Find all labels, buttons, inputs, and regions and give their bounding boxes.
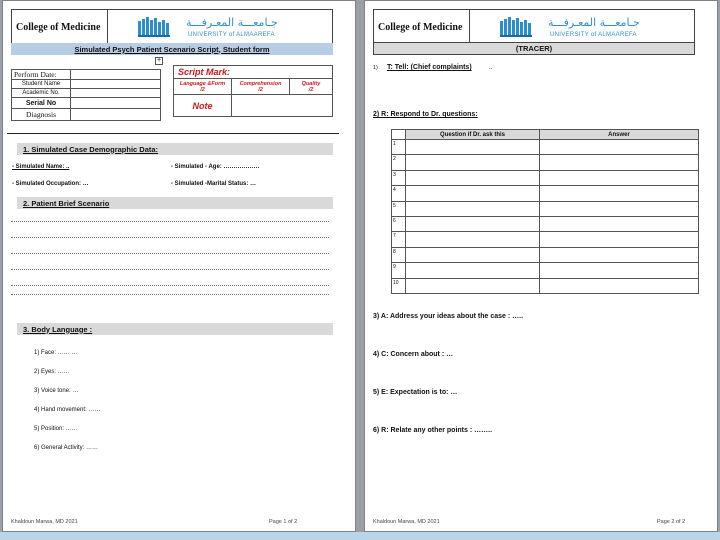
move-handle-icon[interactable]: + [156,57,162,64]
footer-author: Khaldoun Marwa, MD 2021 [373,519,440,525]
col-header-question: Question if Dr. ask this [406,130,540,140]
simulated-age: - Simulated - Age: ……………… [171,164,260,170]
table-row [392,170,699,185]
body-item-voice-tone: 3) Voice tone: … [34,388,79,394]
expectation: 5) E: Expectation is to: … [373,389,458,396]
concern-about: 4) C: Concern about : … [373,351,454,358]
answer-cell[interactable] [540,232,699,247]
scenario-line[interactable] [11,253,329,254]
row-number: 10 [392,278,406,293]
academic-no-field[interactable] [71,89,161,98]
scenario-line[interactable] [11,294,329,295]
row-number: 8 [392,247,406,262]
diagnosis-label: Diagnosis [12,109,71,121]
row-number: 1 [392,140,406,155]
script-mark-table [173,65,333,117]
body-item-face: 1) Face: …… … [34,350,78,356]
logo-english-text: UNIVERSITY of ALMAAREFA [550,32,637,38]
question-cell[interactable] [406,201,540,216]
body-item-hand-movement: 4) Hand movement: …… [34,407,101,413]
question-cell[interactable] [406,247,540,262]
note-field[interactable] [232,95,333,117]
serial-no-field[interactable] [71,98,161,109]
row-number: 4 [392,186,406,201]
logo-english-text: UNIVERSITY of ALMAAREFA [188,32,275,38]
answer-cell[interactable] [540,247,699,262]
question-cell[interactable] [406,186,540,201]
respond-dr-questions: 2) R: Respond to Dr. questions: [373,111,478,118]
table-row [392,232,699,247]
language-form-cell [174,79,232,95]
page-1 [2,0,356,532]
table-row [392,201,699,216]
footer-page-number: Page 1 of 2 [269,519,298,525]
answer-cell[interactable] [540,155,699,170]
body-item-position: 5) Position: …… [34,426,78,432]
quality-score[interactable]: /2 [308,86,314,93]
body-item-eyes: 2) Eyes: …… [34,369,70,375]
scenario-line[interactable] [11,269,329,270]
scenario-line[interactable] [11,237,329,238]
scenario-line[interactable] [11,221,329,222]
row-number: 7 [392,232,406,247]
corner-cell [392,130,406,140]
answer-cell[interactable] [540,140,699,155]
tell-chief-complaints-dots: .. [489,65,493,71]
relate-other-points: 6) R: Relate any other points : …….. [373,427,493,434]
books-logo-icon [500,17,538,37]
answer-cell[interactable] [540,170,699,185]
page-header [11,9,333,45]
simulated-name: - Simulated Name: .. [12,164,70,170]
question-cell[interactable] [406,263,540,278]
logo-arabic-text: جـامعـــة المعـرفـــة [548,16,640,29]
table-row [392,140,699,155]
page-header [373,9,695,45]
row-number: 3 [392,170,406,185]
scenario-line[interactable] [11,285,329,286]
answer-cell[interactable] [540,278,699,293]
student-name-field[interactable] [71,80,161,89]
perform-date-field[interactable] [71,70,161,80]
table-row [392,216,699,231]
simulated-marital-status: - Simulated -Marital Status: … [171,181,257,187]
form-title: Simulated Psych Patient Scenario Script, Student form [11,43,333,55]
script-mark-title: Script Mark: [174,66,333,79]
serial-no-label: Serial No [12,98,71,109]
student-info-table [11,69,161,121]
logo-arabic-text: جـامعـــة المعـرفـــة [186,16,278,29]
questions-table [391,129,699,294]
question-cell[interactable] [406,170,540,185]
section-body-language-heading: 3. Body Language : [17,323,333,335]
answer-cell[interactable] [540,216,699,231]
college-name: College of Medicine [12,10,108,44]
books-logo-icon [138,17,176,37]
bottom-bar [0,532,720,540]
question-cell[interactable] [406,155,540,170]
language-form-label: Language &Form [179,80,226,87]
table-row [392,278,699,293]
comprehension-cell [232,79,290,95]
tracer-title: (TRACER) [373,42,695,55]
note-label: Note [174,95,232,117]
body-item-general-activity: 6) General Activity: …… [34,445,99,451]
table-row [392,155,699,170]
simulated-occupation: - Simulated Occupation: … [12,181,89,187]
address-ideas: 3) A: Address your ideas about the case : ….. [373,313,524,320]
table-row [392,247,699,262]
page-2 [364,0,718,532]
college-name: College of Medicine [374,10,470,44]
question-cell[interactable] [406,278,540,293]
answer-cell[interactable] [540,263,699,278]
tell-chief-complaints: T: Tell: (Chief complaints) [387,64,472,71]
comprehension-label: Comprehension [239,80,282,87]
table-row [392,263,699,278]
quality-cell [290,79,333,95]
divider [7,133,339,134]
row-number: 6 [392,216,406,231]
perform-date-label: Perform Date: [12,70,71,80]
answer-cell[interactable] [540,186,699,201]
row-number: 9 [392,263,406,278]
question-cell[interactable] [406,140,540,155]
language-form-score[interactable]: /2 [200,86,205,93]
comprehension-score[interactable]: /2 [258,86,263,93]
diagnosis-field[interactable] [71,109,161,121]
table-row [392,186,699,201]
section-demographic-heading: 1. Simulated Case Demographic Data: [17,143,333,155]
question-cell[interactable] [406,216,540,231]
answer-cell[interactable] [540,201,699,216]
quality-label: Quality [301,80,321,87]
section-scenario-heading: 2. Patient Brief Scenario [17,197,333,209]
row-number: 2 [392,155,406,170]
footer-page-number: Page 2 of 2 [657,519,686,525]
col-header-answer: Answer [540,130,699,140]
academic-no-label: Academic No. [12,89,71,98]
question-cell[interactable] [406,232,540,247]
item-number-1: 1) [373,65,378,71]
row-number: 5 [392,201,406,216]
student-name-label: Student Name [12,80,71,89]
footer-author: Khaldoun Marwa, MD 2021 [11,519,78,525]
university-logo [108,10,332,44]
university-logo [470,10,694,44]
